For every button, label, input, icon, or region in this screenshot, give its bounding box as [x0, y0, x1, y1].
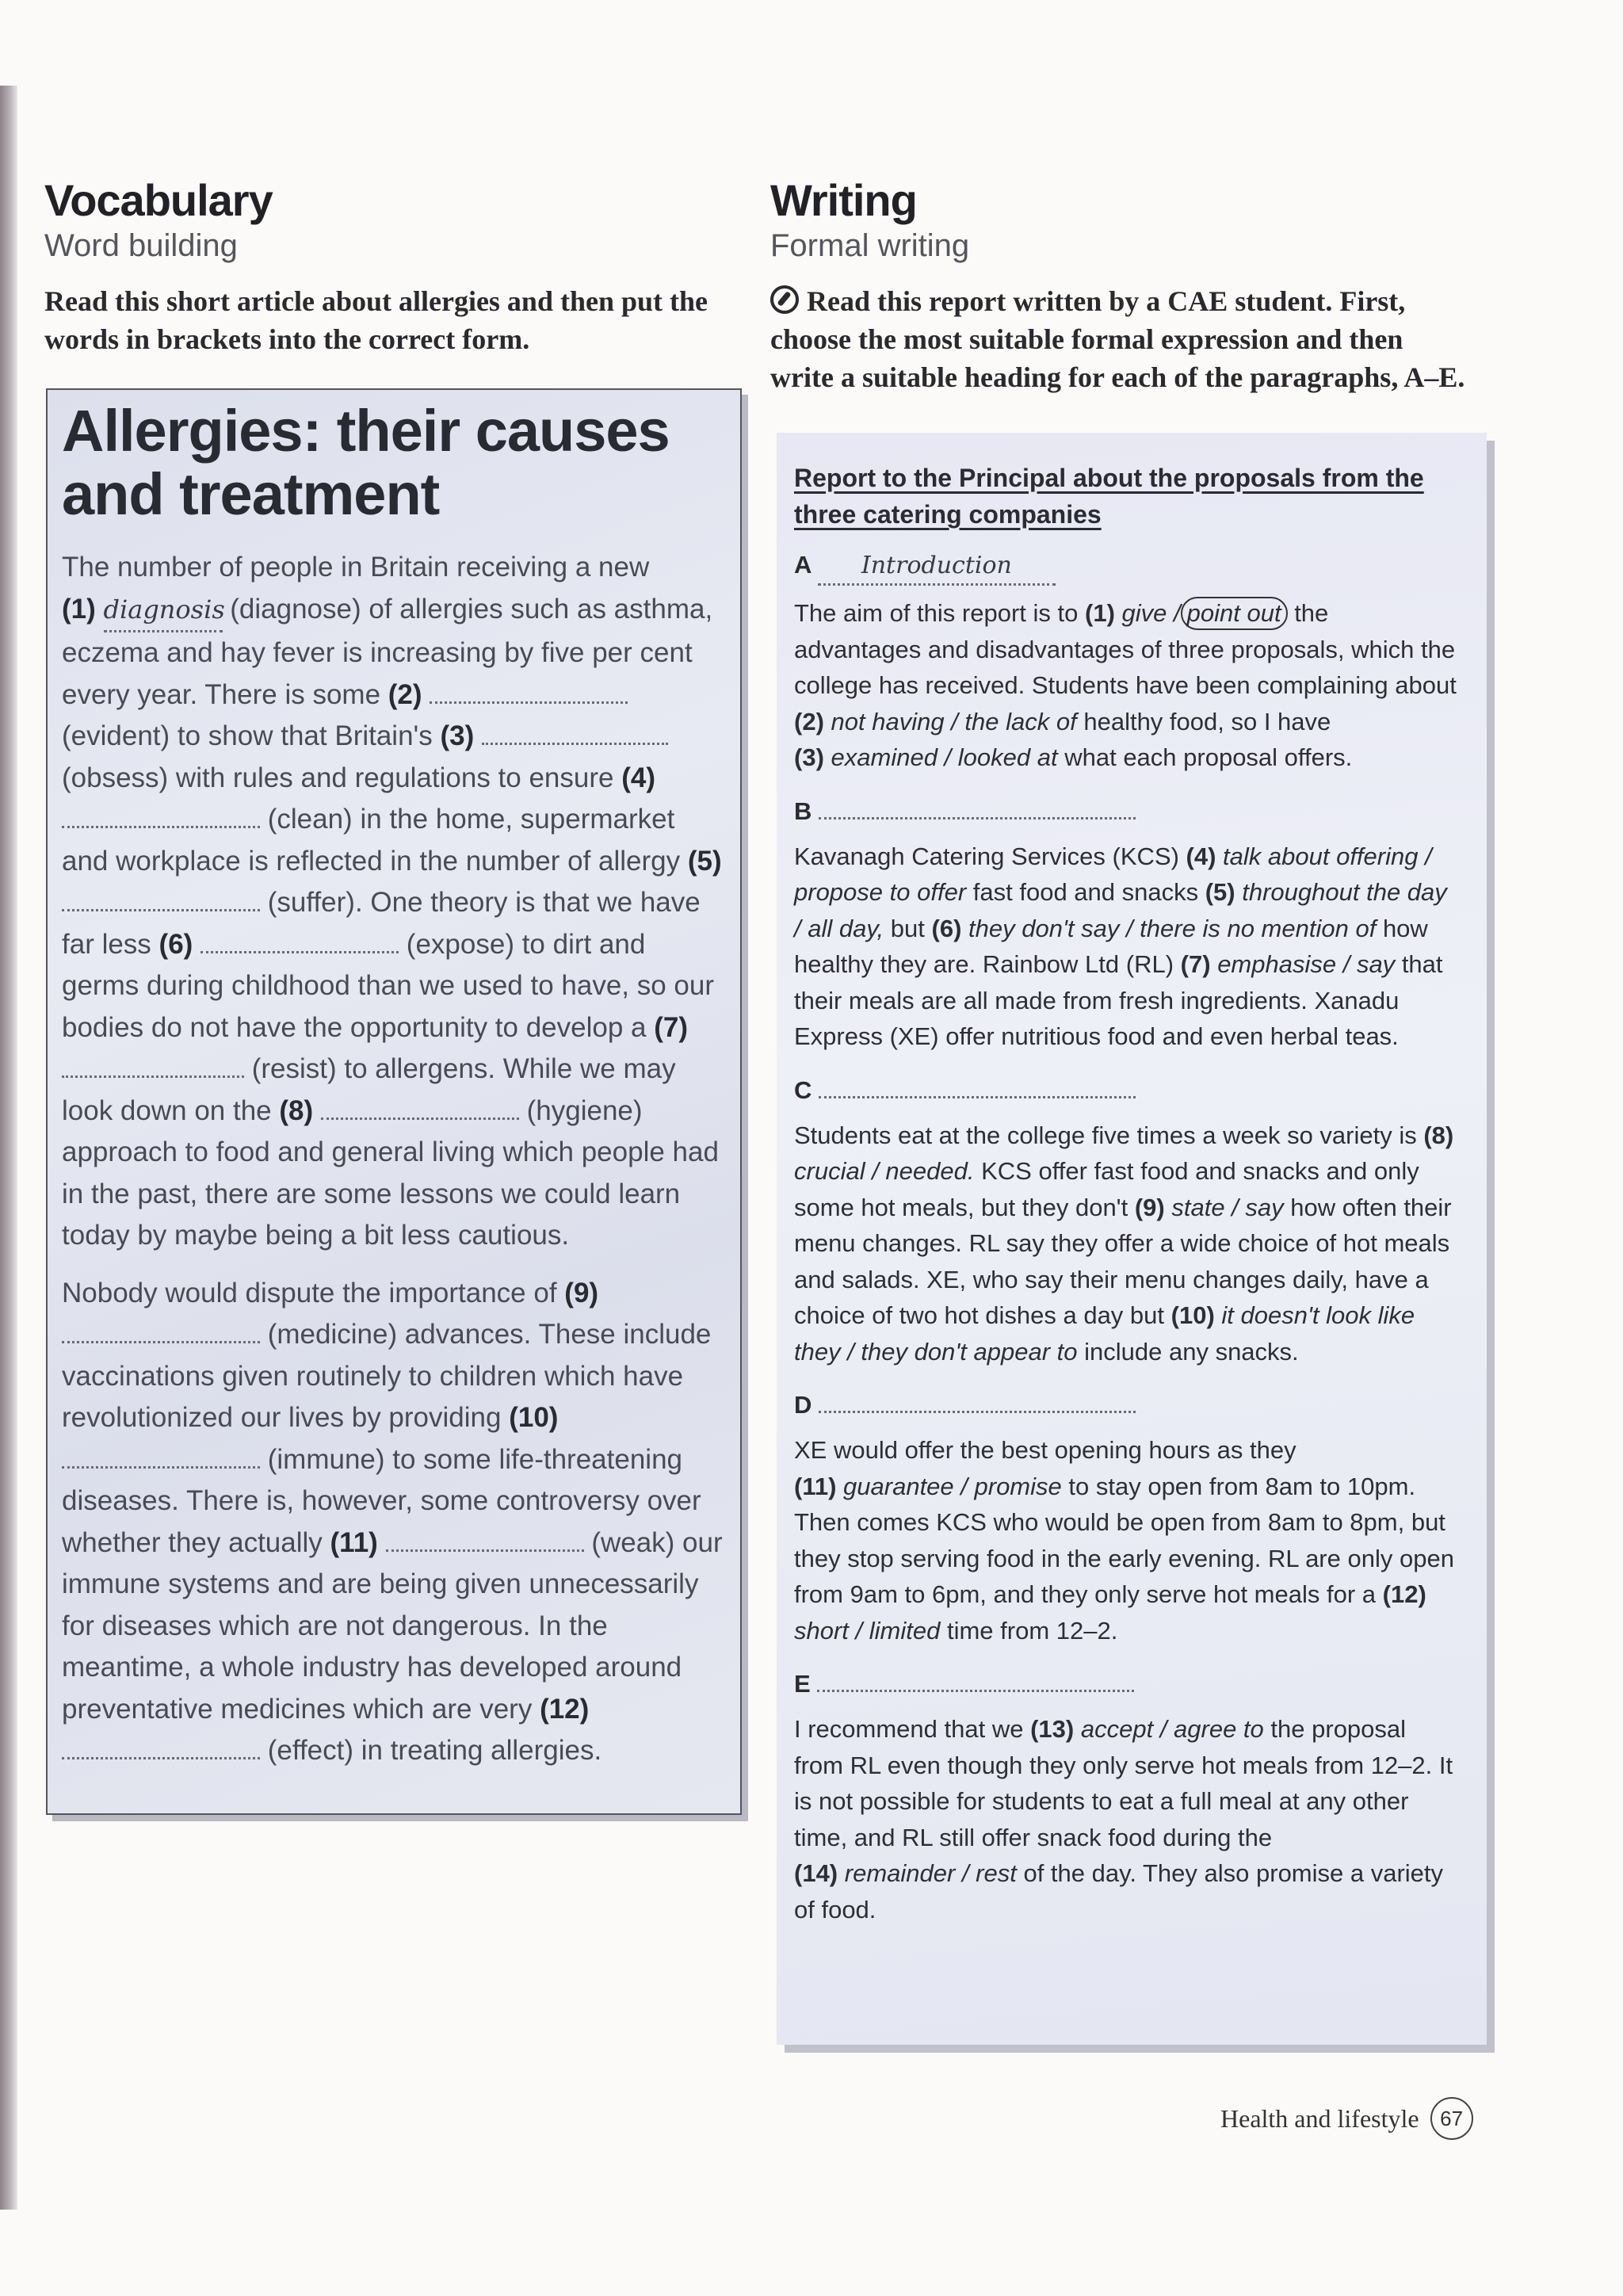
section-b-text: [794, 839, 1458, 1055]
writing-instruction-text: Read this report written by a CAE student. First, choose the most suitable formal expression and then write a suitable heading for each of the paragraphs, A–E.: [770, 285, 1465, 393]
article-text: (evident) to show that Britain's: [62, 720, 433, 751]
option-text[interactable]: accept / agree to: [1080, 1715, 1264, 1743]
option-text[interactable]: give /: [1121, 599, 1181, 627]
gap-number: (11): [330, 1526, 378, 1558]
article-text: (medicine) advances. These include vaccinations given routinely to children which have revolutionized our lives by providing: [62, 1319, 712, 1433]
gap-9-blank[interactable]: [62, 1325, 260, 1343]
gap-6-blank[interactable]: [200, 935, 399, 953]
report-text: XE would offer the best opening hours as they: [794, 1436, 1296, 1464]
report-text: of the day. They also promise a variety of food.: [794, 1859, 1444, 1924]
article-text: (immune) to some life-threatening diseases. There is, however, some controversy over whether they actually: [62, 1443, 701, 1558]
handwritten-answer: diagnosis: [103, 594, 225, 625]
gap-5-blank[interactable]: [62, 893, 260, 911]
page-spine-shadow: [0, 86, 17, 2210]
report-text: how often their menu changes. RL say they offer a wide choice of hot meals and salads. XE, who say their menu changes daily, have a choice of two hot dishes a day but: [794, 1193, 1452, 1329]
section-b-heading-blank[interactable]: [819, 801, 1136, 819]
gap-number: (5): [1205, 878, 1235, 906]
gap-number: (11): [794, 1472, 837, 1500]
section-e-heading-blank[interactable]: [817, 1674, 1134, 1692]
report-text: include any snacks.: [1084, 1337, 1299, 1366]
article-text: (obsess) with rules and regulations to ensure: [62, 762, 614, 793]
option-text[interactable]: emphasise / say: [1217, 950, 1396, 978]
option-text[interactable]: state / say: [1171, 1193, 1284, 1221]
gap-number: (4): [621, 762, 655, 793]
section-c-heading-blank[interactable]: [819, 1080, 1136, 1098]
gap-7-blank[interactable]: [62, 1060, 244, 1078]
option-text[interactable]: talk about offering / propose to offer: [794, 842, 1432, 906]
article-text: (diagnose) of allergies such as asthma, eczema and hay fever is increasing by five per cent every year.: [62, 593, 713, 710]
page-number: 67: [1430, 2097, 1473, 2140]
report-text: The aim of this report is to: [794, 599, 1079, 627]
gap-number: (1): [62, 593, 96, 625]
option-text[interactable]: examined / looked at: [831, 743, 1058, 771]
vocabulary-column: [44, 176, 742, 358]
section-c-heading-line: [794, 1072, 1458, 1108]
article-text: (effect) in treating allergies.: [267, 1735, 602, 1766]
article-title: Allergies: their causes and treatment: [62, 398, 670, 527]
article-text: (suffer). One theory is that we have far less: [62, 887, 701, 960]
gap-1-blank[interactable]: [104, 589, 223, 633]
article-text: There is some: [204, 678, 381, 710]
report-text: I recommend that we: [794, 1715, 1024, 1743]
report-text: KCS offer fast food and snacks and only some hot meals, but they don't: [794, 1157, 1419, 1221]
gap-number: (1): [1085, 599, 1115, 627]
vocabulary-subheading: Word building: [44, 228, 238, 263]
article-text: (resist) to allergens. While we may look down on the: [62, 1053, 676, 1126]
gap-number: (4): [1186, 842, 1216, 870]
article-text: (clean) in the home, supermarket and workplace is reflected in the number of allergy: [62, 804, 681, 877]
page-footer: [1220, 2095, 1473, 2142]
writing-instruction: [770, 282, 1468, 396]
report-text: to stay open from 8am to 10pm. Then comes KCS who would be open from 8am to 8pm, but they stop serving food in the early evening. RL are only open from 9am to 6pm, and they only serve hot meals for a: [794, 1472, 1454, 1608]
option-text[interactable]: not having / the lack of: [831, 707, 1077, 735]
article-text: (hygiene) approach to food and general living which people had in the past, there are some lessons we could learn today by maybe being a bit less cautious.: [62, 1095, 719, 1251]
section-label: C: [794, 1075, 812, 1104]
report-text: but: [890, 914, 925, 942]
gap-4-blank[interactable]: [62, 810, 260, 828]
gap-number: (8): [1423, 1121, 1454, 1149]
article-paragraph-1: [62, 547, 727, 1257]
report-text: Kavanagh Catering Services (KCS): [794, 842, 1179, 870]
option-text[interactable]: it doesn't look like they / they don't appear to: [794, 1301, 1415, 1366]
report-title: Report to the Principal about the proposals from the three catering companies: [794, 464, 1424, 529]
gap-number: (6): [158, 928, 193, 960]
section-a-text: [794, 595, 1458, 776]
writing-subheading: Formal writing: [770, 228, 970, 263]
option-text[interactable]: throughout the day / all day,: [794, 878, 1447, 942]
report-text: the advantages and disadvantages of three proposals, which the college has received. Students have been complaining about: [794, 599, 1457, 699]
article-text: The number of people in Britain receiving a new: [62, 552, 650, 583]
vocabulary-heading: Vocabulary: [44, 175, 273, 225]
report-box: [777, 433, 1487, 2045]
gap-number: (2): [794, 707, 824, 735]
gap-11-blank[interactable]: [386, 1534, 584, 1552]
article-text: Nobody would dispute the importance of: [62, 1277, 557, 1308]
section-label: A: [794, 551, 812, 579]
gap-2-blank[interactable]: [430, 686, 628, 704]
gap-10-blank[interactable]: [62, 1450, 260, 1469]
section-d-heading-blank[interactable]: [819, 1395, 1136, 1413]
footer-section-title: Health and lifestyle: [1220, 2103, 1419, 2133]
gap-number: (7): [654, 1011, 689, 1043]
writing-column: [770, 176, 1468, 396]
section-e-text: [794, 1711, 1458, 1927]
section-d-heading-line: [794, 1387, 1458, 1423]
gap-8-blank[interactable]: [321, 1102, 519, 1120]
gap-3-blank[interactable]: [482, 727, 668, 745]
option-text[interactable]: they don't say / there is no mention of: [968, 914, 1377, 942]
gap-number: (2): [388, 678, 422, 710]
option-text[interactable]: guarantee / promise: [843, 1472, 1062, 1500]
report-text: fast food and snacks: [972, 878, 1199, 906]
gap-number: (10): [509, 1402, 559, 1433]
gap-number: (9): [1134, 1193, 1165, 1221]
report-text: what each proposal offers.: [1064, 743, 1353, 771]
section-a-heading-line: [794, 547, 1458, 586]
section-c-text: [794, 1117, 1458, 1370]
section-b-heading-line: [794, 793, 1458, 829]
gap-number: (8): [279, 1095, 314, 1126]
report-text: time from 12–2.: [946, 1616, 1118, 1645]
article-text: (expose) to dirt and germs during childhood than we used to have, so our bodies do not have the opportunity to develop a: [62, 928, 715, 1043]
gap-number: (6): [931, 914, 962, 942]
article-text: (weak) our immune systems and are being given unnecessarily for diseases which are not dangerous. In the meantime, a whole industry has developed around preventative medicines which are very: [62, 1526, 723, 1725]
vocabulary-instruction: Read this short article about allergies and then put the words in brackets into the correct form.: [44, 285, 708, 355]
report-text: healthy food, so I have: [1083, 707, 1331, 735]
gap-number: (12): [1382, 1580, 1426, 1608]
gap-number: (3): [440, 720, 475, 751]
section-label: D: [794, 1391, 812, 1419]
gap-number: (5): [687, 845, 722, 877]
circled-answer[interactable]: [1181, 597, 1288, 630]
handwritten-heading: Introduction: [861, 552, 1012, 579]
article-paragraph-2: [62, 1273, 727, 1772]
option-text[interactable]: remainder / rest: [844, 1859, 1017, 1887]
report-text: that their meals are all made from fresh ingredients. Xanadu Express (XE) offer nutritious food and even herbal teas.: [794, 950, 1443, 1050]
gap-number: (14): [794, 1859, 838, 1887]
gap-12-blank[interactable]: [62, 1741, 260, 1759]
section-e-heading-line: [794, 1666, 1458, 1702]
gap-number: (10): [1170, 1301, 1215, 1329]
gap-number: (3): [794, 743, 824, 771]
report-text: how healthy they are. Rainbow Ltd (RL): [794, 914, 1428, 978]
gap-number: (13): [1030, 1715, 1075, 1743]
section-a-heading-blank[interactable]: [818, 547, 1056, 586]
report-text: Students eat at the college five times a week so variety is: [794, 1121, 1417, 1149]
report-text: the proposal from RL even though they only serve hot meals from 12–2. It is not possible for students to eat a full meal at any other time, and RL still offer snack food during the: [794, 1715, 1453, 1851]
section-d-text: [794, 1432, 1458, 1648]
option-text: point out: [1186, 599, 1281, 627]
section-label: B: [794, 797, 812, 825]
exam-task-icon: [770, 285, 799, 314]
option-text[interactable]: short / limited: [794, 1616, 941, 1645]
gap-number: (12): [540, 1693, 590, 1725]
writing-heading: Writing: [770, 175, 917, 225]
option-text[interactable]: crucial / needed.: [794, 1157, 975, 1185]
allergies-article-box: [46, 388, 742, 1815]
gap-number: (7): [1180, 950, 1211, 978]
gap-number: (9): [564, 1277, 599, 1308]
section-label: E: [794, 1670, 811, 1698]
